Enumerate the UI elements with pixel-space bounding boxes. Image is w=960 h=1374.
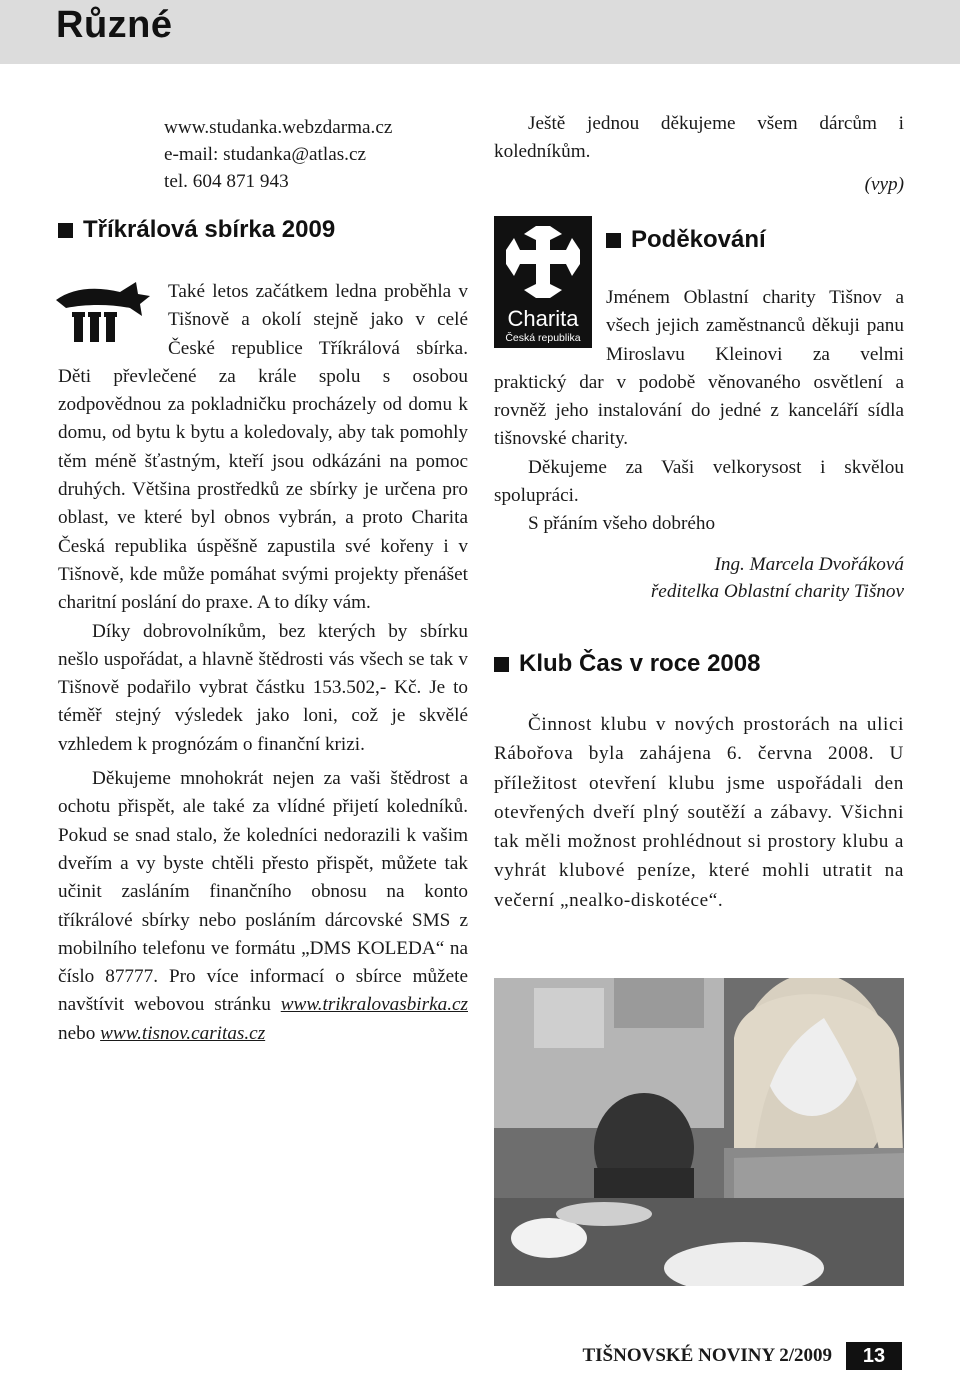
contact-block	[164, 114, 392, 195]
podekovani-heading-block	[606, 226, 904, 254]
trikralova-intro: Také letos začátkem ledna proběhla v Tišnově a okolí stejně jako v celé České republice Tříkrálová sbírka. Děti převlečené za krále spolu s osobou zodpovědnou za pokladničku procházely od domu k domu, od bytu k bytu a koledovaly, aby tak pomohly těm méně šťastným, kteří jsou odkázáni na pomoc druhých. Většina prostředků ze sbírky je určena pro oblast, ve které byl obnos vybrán, a proto Charita Česká republika úspěšně zapustila své kořeny i v Tišnově, kde může pomáhat svými projekty přenášet charitní poslání do praxe. A to díky vám.	[58, 281, 468, 614]
podekovani-paragraph-2: Děkujeme za Vaši velkorysost i skvělou spolupráci.	[494, 456, 904, 507]
bullet-square-icon	[494, 657, 509, 672]
footer-title: TIŠNOVSKÉ NOVINY 2/2009	[582, 1345, 832, 1366]
podekovani-body	[494, 284, 904, 605]
contact-email: e-mail: studanka@atlas.cz	[164, 144, 367, 165]
klub-heading-block	[494, 650, 904, 678]
link-tisnov-caritas[interactable]: www.tisnov.caritas.cz	[100, 1022, 266, 1044]
klub-title: Klub Čas v roce 2008	[519, 650, 761, 677]
klub-heading	[494, 650, 904, 678]
podekovani-paragraph-3: S přáním všeho dobrého	[528, 513, 716, 535]
trikralova-heading	[58, 216, 468, 244]
trikralova-author: (vyp)	[864, 173, 904, 195]
podekovani-signature-name: Ing. Marcela Dvořáková	[714, 553, 904, 575]
contact-web: www.studanka.webzdarma.cz	[164, 117, 393, 138]
trikralova-paragraph-2: Díky dobrovolníkům, bez kterých by sbírku nešlo uspořádat, a hlavně štědrosti vás všech se tak v Tišnově podařilo vybrat částku 153.502,- Kč. Je to téměř stejný výsledek jako loni, což je skvělé vzhledem k prognózám o finanční krizi.	[58, 620, 468, 755]
three-kings-icon	[52, 278, 156, 362]
podekovani-paragraph-1: Jménem Oblastní charity Tišnov a všech jejich zaměstnanců děkuji panu Miroslavu Kleinovi za velmi praktický dar v podobě věnovaného osvětlení a rovněž jeho instalování do jedné z kanceláří sídla tišnovské charity.	[494, 287, 904, 450]
contact-phone: tel. 604 871 943	[164, 171, 289, 192]
trikralova-paragraph-3-text: Děkujeme mnohokrát nejen za vaši štědrost a ochotu přispět, ale také za vlídné přijetí koledníků. Pokud se snad stalo, že koledníci nedorazili k vašim dveřím a vy byste chtěli přesto přispět, můžete tak učinit zasláním finančního obnosu na konto tříkrálové sbírky nebo posláním dárcovské SMS z mobilního telefonu ve formátu „DMS KOLEDA“ na číslo 87777. Pro více informací o sbírce můžete navštívit webovou stránku	[58, 768, 468, 1016]
podekovani-signature-role: ředitelka Oblastní charity Tišnov	[650, 580, 904, 602]
trikralova-article	[58, 216, 468, 244]
bullet-square-icon	[58, 223, 73, 238]
klub-photo	[494, 978, 904, 1286]
podekovani-heading	[606, 226, 904, 254]
page-number: 13	[846, 1342, 902, 1370]
page-footer	[582, 1342, 902, 1370]
trikralova-body	[58, 278, 468, 1048]
charita-logo-text: Charita	[507, 306, 579, 331]
charita-logo-subtext: Česká republika	[505, 332, 581, 344]
podekovani-title: Poděkování	[631, 226, 766, 253]
bullet-square-icon	[606, 233, 621, 248]
section-header-bar	[0, 0, 960, 64]
link-join-word: nebo	[58, 1022, 96, 1044]
klub-paragraph-1: Činnost klubu v nových prostorách na ulici Rábořova byla zahájena 6. června 2008. U příležitost otevření klubu jsme uspořádali den otevřených dveří plný soutěží a zábavy. Všichni tak měli možnost prohlédnout si prostory klubu a vyhrát klubové peníze, které mohli utratit na večerní „nealko-diskotéce“.	[494, 714, 904, 911]
trikralova-title: Tříkrálová sbírka 2009	[83, 216, 336, 243]
trikralova-thanks-block	[494, 110, 904, 198]
trikralova-paragraph-3	[58, 765, 468, 1048]
klub-body	[494, 710, 904, 915]
trikralova-thanks: Ještě jednou děkujeme všem dárcům i koledníkům.	[494, 113, 904, 163]
section-header-title: Různé	[56, 4, 173, 46]
link-trikralovasbirka[interactable]: www.trikralovasbirka.cz	[280, 994, 468, 1016]
